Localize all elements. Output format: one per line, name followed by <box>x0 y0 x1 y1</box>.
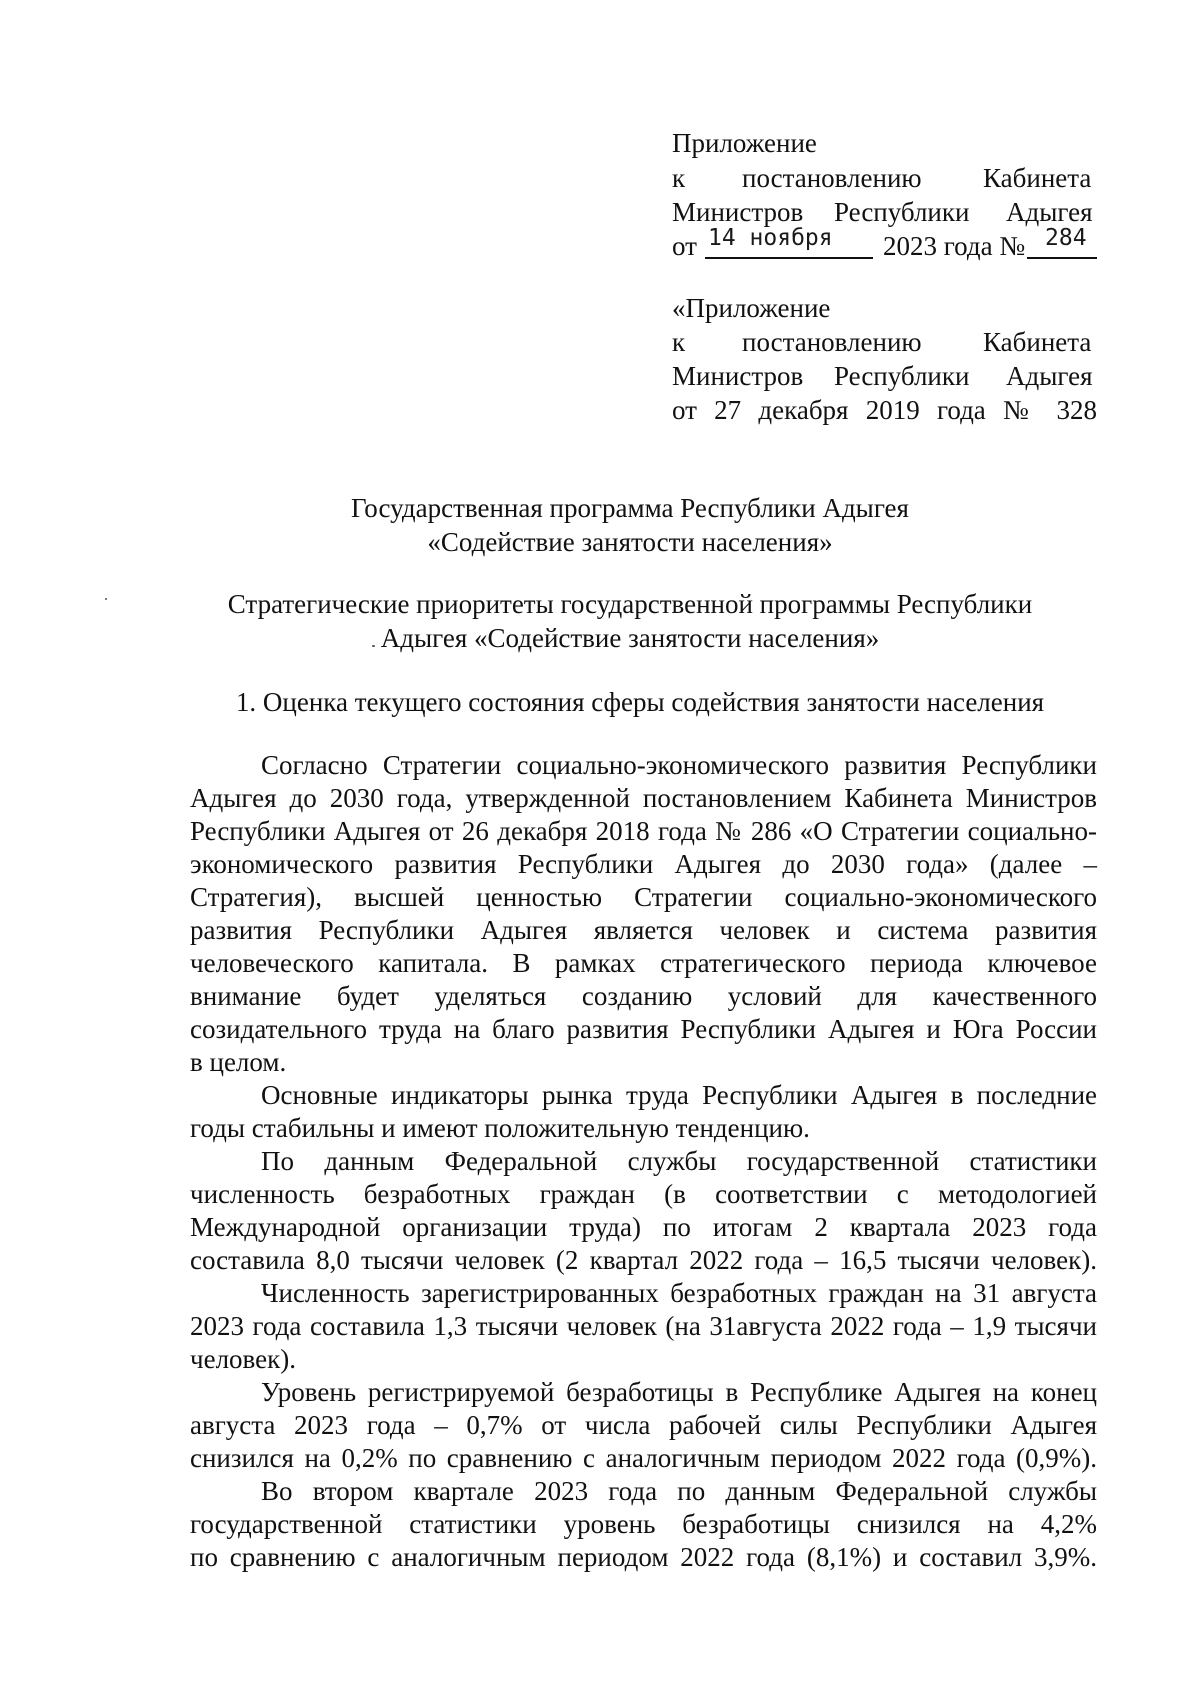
annex-k: к <box>672 163 686 193</box>
paragraph-1-line: созидательного труда на благо развития Республики Адыгея и Юга России <box>190 1014 1097 1044</box>
number-underline <box>1027 257 1097 259</box>
scan-speck <box>372 645 375 647</box>
paragraph-6-line: по сравнению с аналогичным периодом 2022 года (8,1%) и составил 3,9%. <box>190 1542 1097 1572</box>
paragraph-1-line: внимание будет уделяться созданию условий для качественного <box>190 981 1097 1011</box>
paragraph-2-line: Основные индикаторы рынка труда Республики Адыгея в последние <box>261 1080 1097 1110</box>
paragraph-1-line: человеческого капитала. В рамках стратегического периода ключевое <box>190 948 1097 978</box>
date-underline <box>705 257 873 259</box>
paragraph-3-line: Международной организации труда) по итогам 2 квартала 2023 года <box>190 1212 1097 1242</box>
prev-annex-adygeya: Адыгея <box>1006 361 1093 391</box>
annex-ot: от <box>672 231 697 261</box>
prev-annex-ministrov: Министров <box>672 361 804 391</box>
paragraph-1-line: Адыгея до 2030 года, утвержденной постановлением Кабинета Министров <box>190 783 1097 813</box>
program-title-line2: «Содействие занятости населения» <box>427 527 833 557</box>
annex-ministrov: Министров <box>672 197 804 227</box>
prev-annex-k: к <box>672 327 686 357</box>
prev-annex-kabineta: Кабинета <box>983 327 1092 357</box>
annex-year-number-label: 2023 года № <box>883 231 1026 261</box>
paragraph-4-line: человек). <box>190 1344 296 1374</box>
paragraph-5-line: августа 2023 года – 0,7% от числа рабочей силы Республики Адыгея <box>190 1410 1097 1440</box>
paragraph-5-line: снизился на 0,2% по сравнению с аналогичным периодом 2022 года (0,9%). <box>190 1443 1097 1473</box>
paragraph-2-line: годы стабильны и имеют положительную тенденцию. <box>190 1113 810 1143</box>
section-title-line1: Стратегические приоритеты государственной программы Республики <box>227 589 1033 619</box>
paragraph-1-line: в целом. <box>190 1047 287 1077</box>
paragraph-6-line: Во втором квартале 2023 года по данным Федеральной службы <box>261 1476 1097 1506</box>
paragraph-4-line: 2023 года составила 1,3 тысячи человек (на 31августа 2022 года – 1,9 тысячи <box>190 1311 1097 1341</box>
subsection-title: 1. Оценка текущего состояния сферы содействия занятости населения <box>235 687 1045 717</box>
annex-label: Приложение <box>672 128 817 158</box>
handwritten-date: 14 ноября <box>708 225 833 251</box>
annex-respubliki: Республики <box>834 197 970 227</box>
paragraph-6-line: государственной статистики уровень безработицы снизился на 4,2% <box>190 1509 1097 1539</box>
paragraph-5-line: Уровень регистрируемой безработицы в Республике Адыгея на конец <box>261 1377 1097 1407</box>
prev-annex-respubliki: Республики <box>834 361 970 391</box>
section-title-line2: Адыгея «Содействие занятости населения» <box>380 623 880 653</box>
program-title-line1: Государственная программа Республики Адыгея <box>351 493 909 523</box>
annex-postanovleniyu: постановлению <box>742 163 922 193</box>
handwritten-number: 284 <box>1045 225 1087 251</box>
prev-annex-date-number: от 27 декабря 2019 года № 328 <box>672 395 1097 425</box>
prev-annex-label: «Приложение <box>672 293 831 323</box>
paragraph-1-line: развития Республики Адыгея является человек и система развития <box>190 915 1097 945</box>
paragraph-1-line: Стратегия), высшей ценностью Стратегии социально-экономического <box>190 882 1097 912</box>
annex-kabineta: Кабинета <box>983 163 1092 193</box>
paragraph-1-line: Республики Адыгея от 26 декабря 2018 года № 286 «О Стратегии социально- <box>190 816 1097 846</box>
paragraph-1-line: экономического развития Республики Адыгея до 2030 года» (далее – <box>190 849 1097 879</box>
annex-adygeya: Адыгея <box>1006 197 1093 227</box>
paragraph-1-line: Согласно Стратегии социально-экономического развития Республики <box>261 750 1097 780</box>
paragraph-3-line: По данным Федеральной службы государственной статистики <box>261 1146 1097 1176</box>
scan-speck <box>105 598 107 600</box>
paragraph-3-line: численность безработных граждан (в соответствии с методологией <box>190 1179 1097 1209</box>
paragraph-3-line: составила 8,0 тысячи человек (2 квартал 2022 года – 16,5 тысячи человек). <box>190 1245 1097 1275</box>
paragraph-4-line: Численность зарегистрированных безработных граждан на 31 августа <box>261 1278 1097 1308</box>
prev-annex-postanovleniyu: постановлению <box>742 327 922 357</box>
